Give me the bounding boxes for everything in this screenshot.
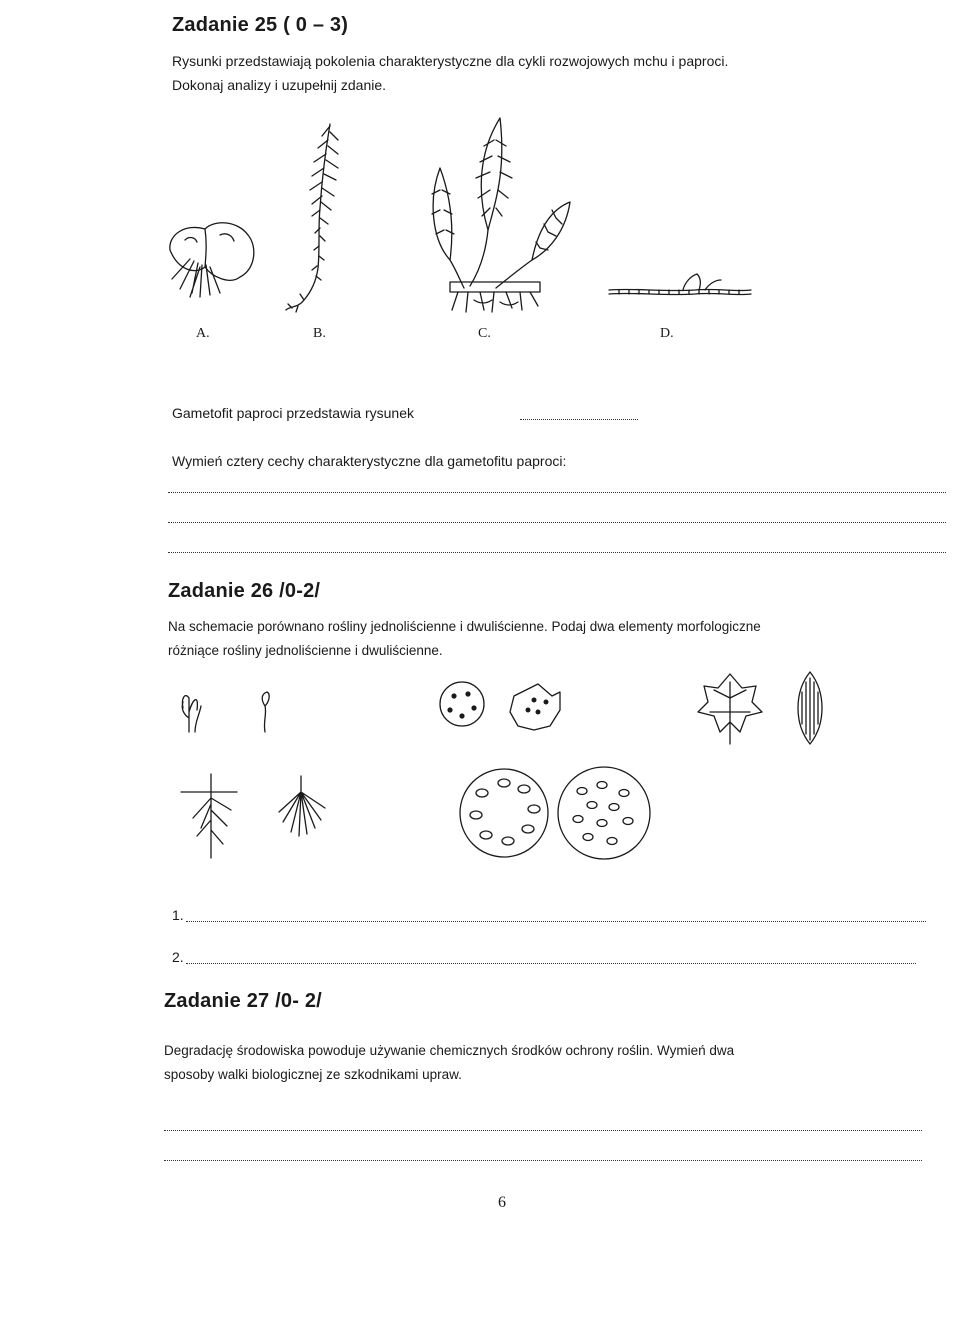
- task26-title: Zadanie 26 /0-2/: [168, 580, 321, 602]
- task25-answer2-line3[interactable]: [168, 552, 946, 553]
- leaves-drawing: [690, 668, 840, 748]
- figure-a-prothallus-drawing: [160, 215, 260, 305]
- task25-answer2-line1[interactable]: [168, 492, 946, 493]
- roots-drawing: [175, 770, 335, 860]
- task25-intro-line1: Rysunki przedstawiają pokolenia charakterystyczne dla cykli rozwojowych mchu i paproci.: [172, 53, 729, 69]
- task25-answer1-line[interactable]: [520, 419, 638, 420]
- task25-intro-line2: Dokonaj analizy i uzupełnij zdanie.: [172, 77, 387, 93]
- task26-answer1-number: 1.: [172, 907, 184, 923]
- figure-b-label: B.: [313, 326, 326, 341]
- task27-intro-line1: Degradację środowiska powoduje używanie chemicznych środków ochrony roślin. Wymień dwa: [164, 1043, 735, 1058]
- task25-question1: Gametofit paproci przedstawia rysunek: [172, 405, 414, 421]
- figure-b-moss-drawing: [280, 118, 360, 318]
- flowers-drawing: [438, 676, 578, 736]
- task27-title: Zadanie 27 /0- 2/: [164, 990, 322, 1012]
- task27-answer-line2[interactable]: [164, 1160, 922, 1161]
- figure-a-label: A.: [196, 326, 210, 341]
- figure-d-protonema-drawing: [605, 268, 755, 308]
- figure-c-fern-drawing: [410, 110, 585, 320]
- page-number: 6: [498, 1194, 506, 1211]
- task26-intro-line1: Na schemacie porównano rośliny jednoliścienne i dwuliścienne. Podaj dwa elementy morfologiczne: [168, 619, 761, 634]
- task27-intro-line2: sposoby walki biologicznej ze szkodnikami upraw.: [164, 1067, 462, 1082]
- task26-answer2-line[interactable]: [186, 963, 916, 964]
- task26-answer2-number: 2.: [172, 949, 184, 965]
- task25-title: Zadanie 25 ( 0 – 3): [172, 14, 349, 36]
- task25-question2: Wymień cztery cechy charakterystyczne dla gametofitu paproci:: [172, 453, 567, 469]
- seedlings-drawing: [175, 688, 285, 738]
- task27-answer-line1[interactable]: [164, 1130, 922, 1131]
- figure-d-label: D.: [660, 326, 674, 341]
- figure-c-label: C.: [478, 326, 491, 341]
- task25-answer2-line2[interactable]: [168, 522, 946, 523]
- task26-intro-line2: różniące rośliny jednoliścienne i dwuliścienne.: [168, 643, 443, 658]
- stem-cross-sections-drawing: [458, 765, 658, 865]
- task26-answer1-line[interactable]: [186, 921, 926, 922]
